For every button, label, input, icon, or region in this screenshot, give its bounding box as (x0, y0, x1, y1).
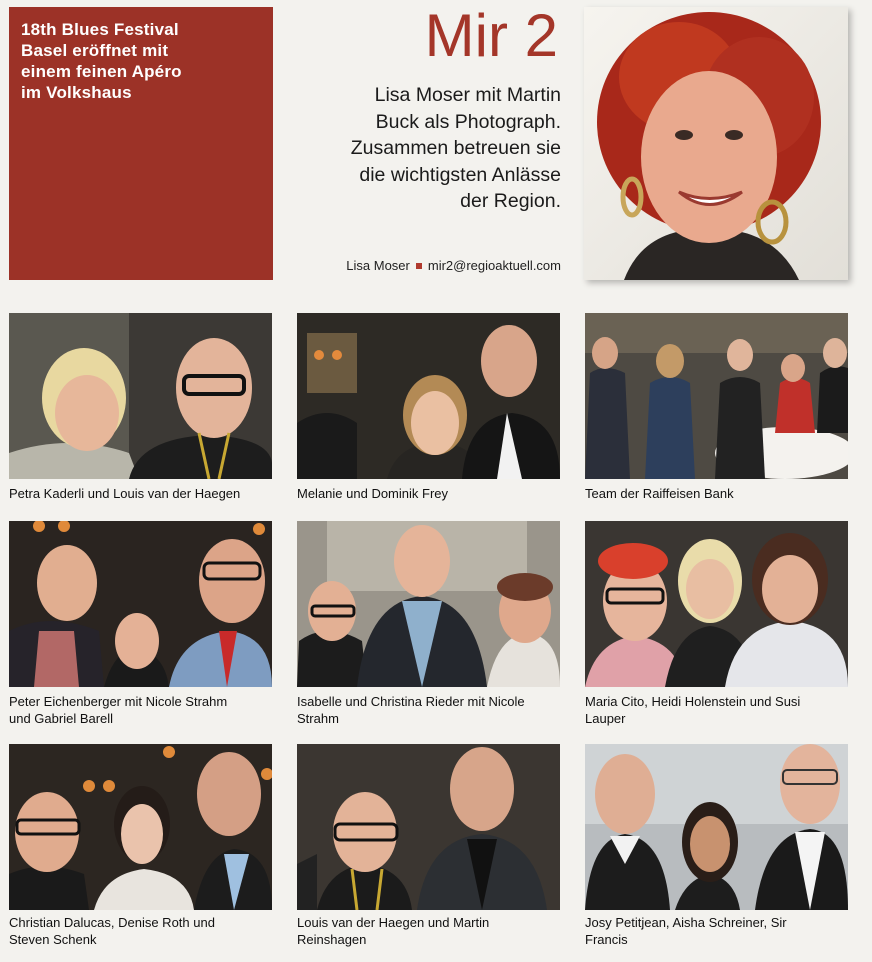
photo-caption: Josy Petitjean, Aisha Schreiner, Sir Francis (585, 915, 787, 947)
byline-separator (416, 263, 422, 269)
intro-text: Lisa Moser mit Martin Buck als Photograph. Zusammen betreuen sie die wichtigsten Anlässe der Region. (350, 84, 561, 212)
byline (296, 258, 561, 273)
event-photo (585, 313, 848, 479)
event-photo (9, 744, 272, 910)
event-photo (585, 521, 848, 687)
event-photo (9, 521, 272, 687)
photo-caption: Isabelle und Christina Rieder mit Nicole Strahm (297, 694, 525, 726)
byline-email: mir2@regioaktuell.com (427, 258, 561, 273)
event-photo (9, 313, 272, 479)
photo-caption: Maria Cito, Heidi Holenstein und Susi Lauper (585, 694, 801, 726)
photo-caption: Team der Raiffeisen Bank (585, 486, 734, 501)
event-photo (297, 313, 560, 479)
headline-box (9, 7, 273, 280)
photo-caption: Melanie und Dominik Frey (297, 486, 449, 501)
event-photo (297, 521, 560, 687)
author-portrait (584, 7, 848, 280)
event-photo (297, 744, 560, 910)
photo-caption: Peter Eichenberger mit Nicole Strahm und Gabriel Barell (9, 694, 228, 726)
headline: 18th Blues Festival Basel eröffnet mit einem feinen Apéro im Volkshaus (21, 20, 182, 102)
photo-caption: Petra Kaderli und Louis van der Haegen (9, 486, 241, 501)
column-title: Mir 2 (424, 2, 558, 69)
event-photo (585, 744, 848, 910)
byline-author: Lisa Moser (346, 258, 410, 273)
photo-caption: Christian Dalucas, Denise Roth und Steven Schenk (9, 915, 215, 947)
photo-caption: Louis van der Haegen und Martin Reinshagen (297, 915, 490, 947)
show-through-text (852, 10, 872, 960)
